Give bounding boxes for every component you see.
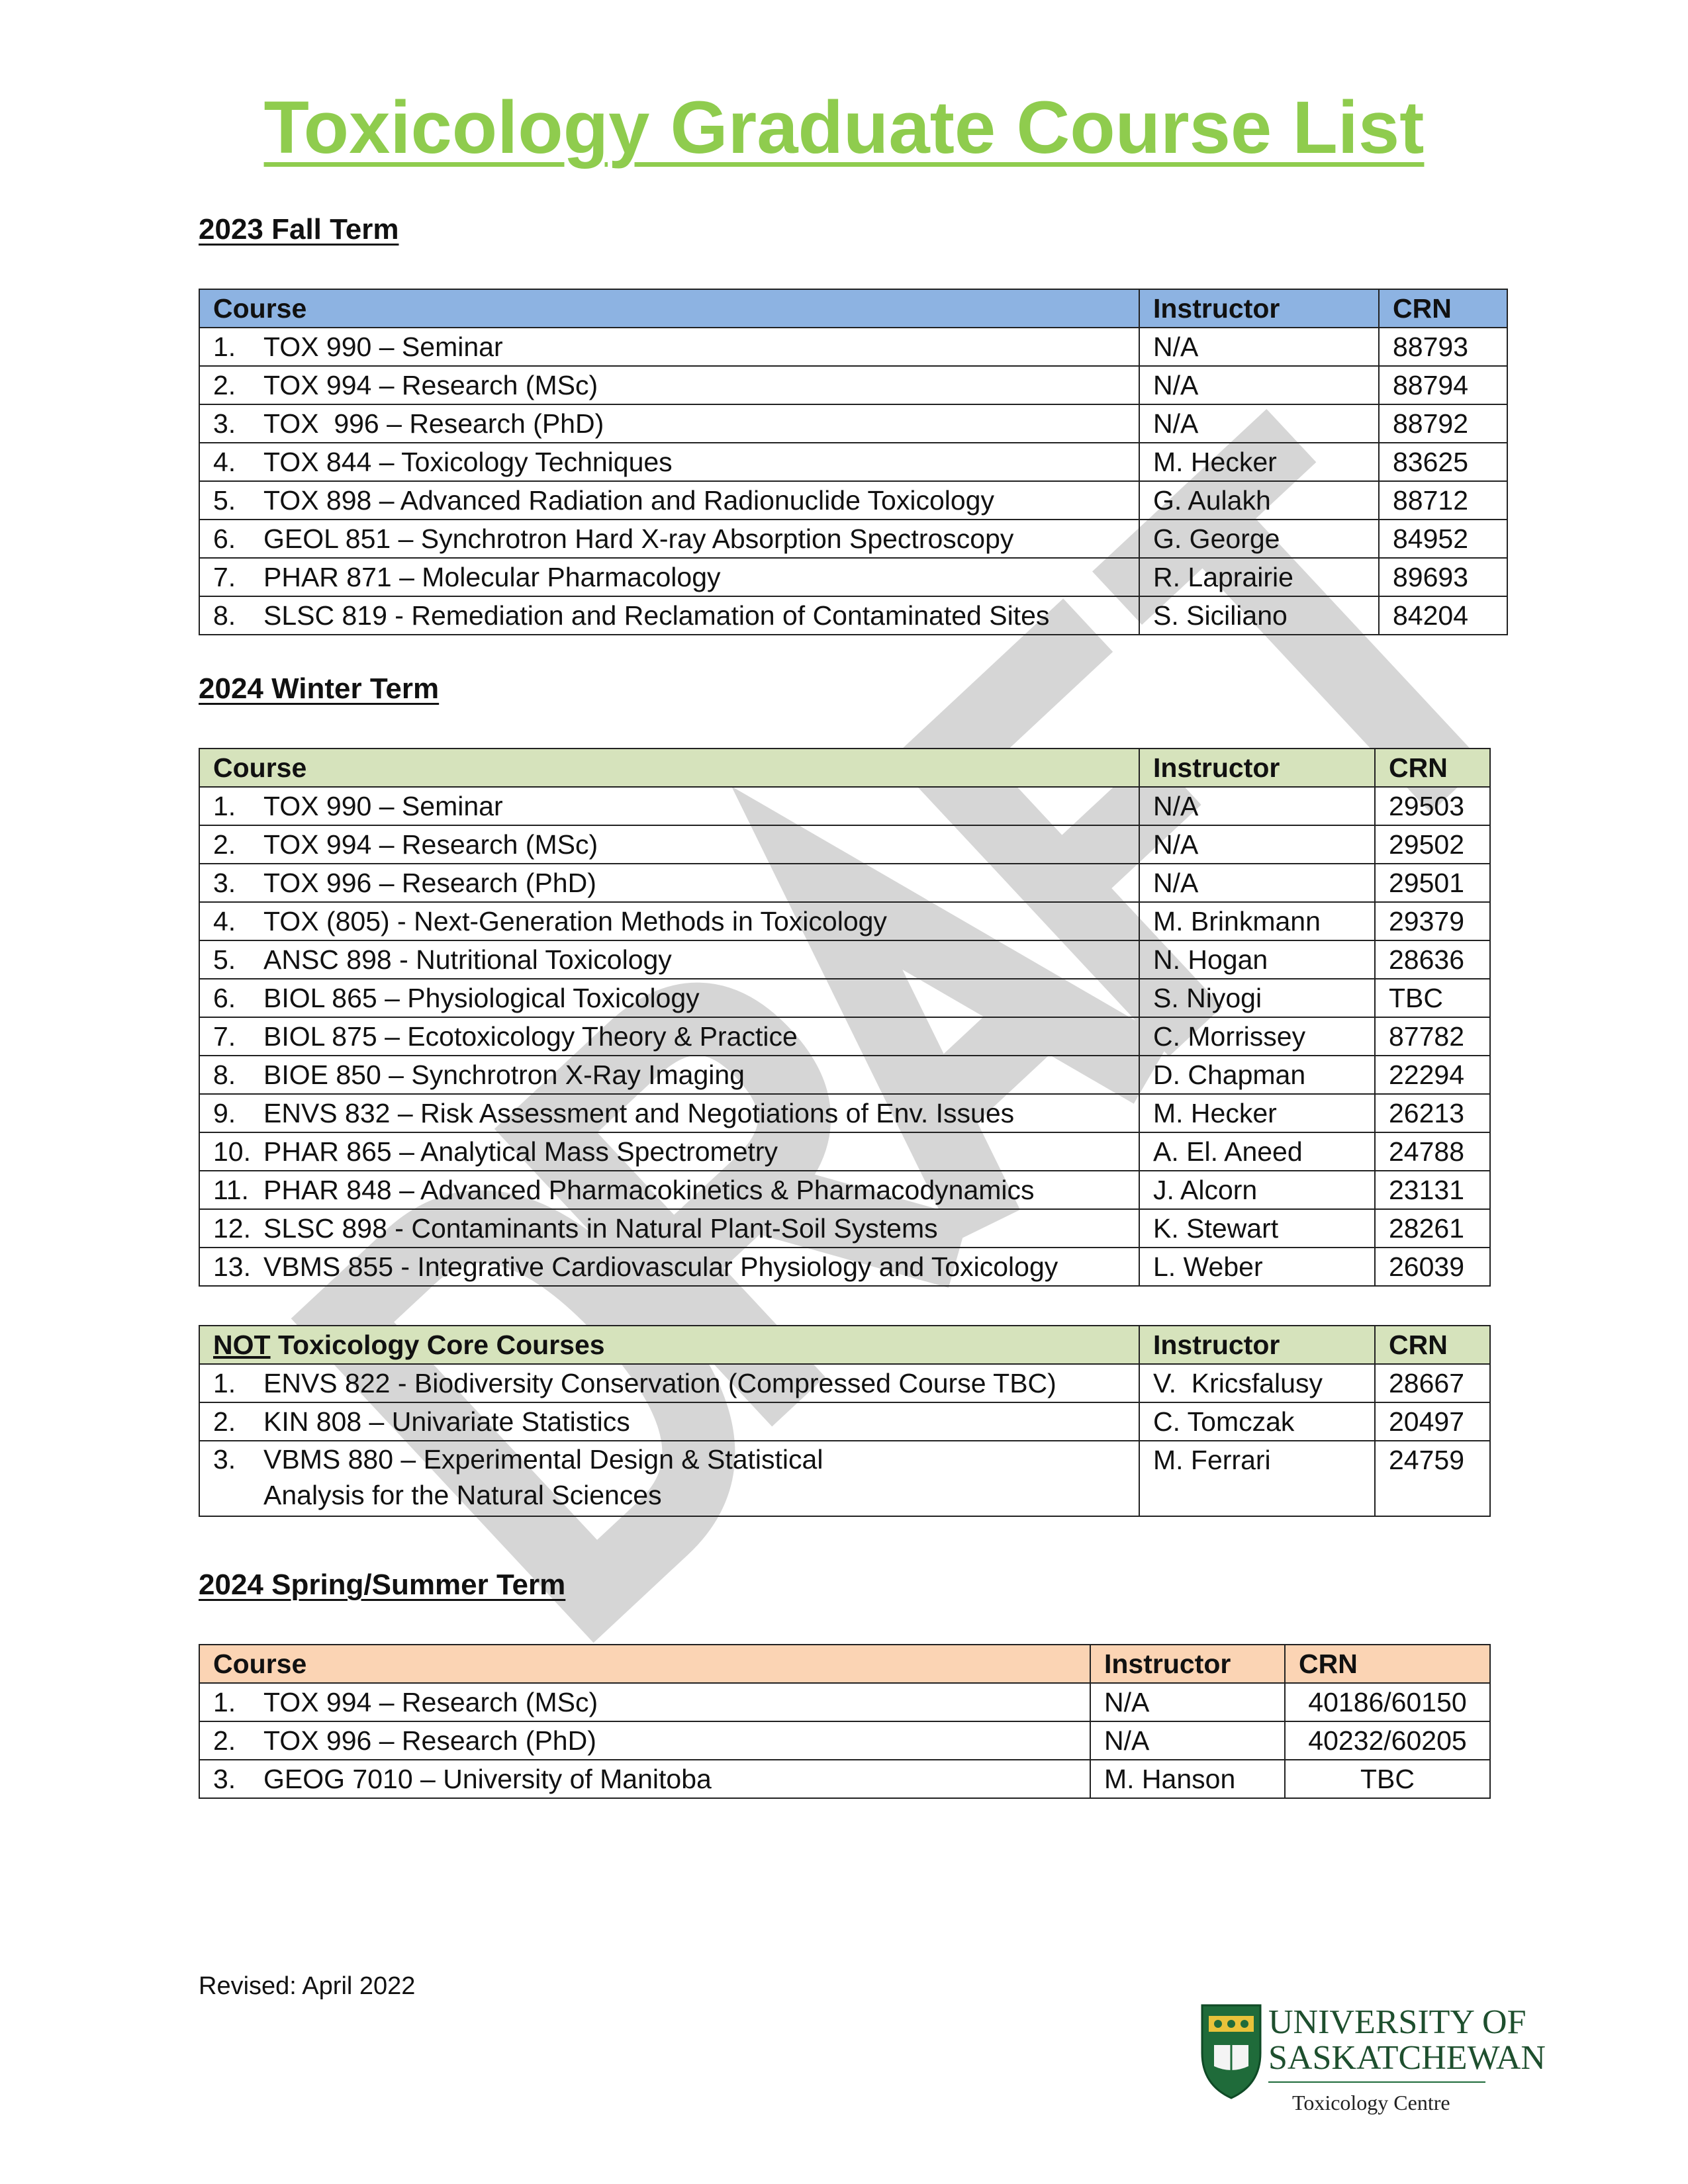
column-header-crn: CRN xyxy=(1285,1645,1490,1683)
course-name: PHAR 865 – Analytical Mass Spectrometry xyxy=(263,1136,778,1167)
row-number: 6. xyxy=(213,983,236,1013)
row-number: 2. xyxy=(213,1406,236,1437)
table-row xyxy=(199,1683,1490,1721)
course-name: ENVS 822 - Biodiversity Conservation (Compressed Course TBC) xyxy=(263,1368,1056,1398)
course-name: ANSC 898 - Nutritional Toxicology xyxy=(263,944,672,975)
instructor-cell: N. Hogan xyxy=(1139,940,1375,979)
row-number: 1. xyxy=(213,1687,236,1717)
instructor-cell: N/A xyxy=(1139,404,1379,443)
crn-cell: 84204 xyxy=(1379,596,1507,635)
crn-cell: 83625 xyxy=(1379,443,1507,481)
instructor-cell: C. Tomczak xyxy=(1139,1402,1375,1441)
crn-cell: TBC xyxy=(1285,1760,1490,1798)
crn-cell: 29502 xyxy=(1375,825,1490,864)
table-row xyxy=(199,366,1507,404)
course-name: TOX 996 – Research (PhD) xyxy=(263,408,604,439)
table-row xyxy=(199,864,1490,902)
instructor-cell: D. Chapman xyxy=(1139,1056,1375,1094)
crn-cell: 88712 xyxy=(1379,481,1507,520)
table-row xyxy=(199,558,1507,596)
instructor-cell: L. Weber xyxy=(1139,1248,1375,1286)
course-name: TOX 844 – Toxicology Techniques xyxy=(263,447,673,477)
course-name: TOX (805) - Next-Generation Methods in Toxicology xyxy=(263,906,887,936)
course-name: TOX 990 – Seminar xyxy=(263,791,503,821)
table-row xyxy=(199,902,1490,940)
crn-cell: 26213 xyxy=(1375,1094,1490,1132)
row-number: 4. xyxy=(213,906,236,936)
instructor-cell: R. Laprairie xyxy=(1139,558,1379,596)
winter-term-table xyxy=(199,748,1491,1287)
crn-cell: 26039 xyxy=(1375,1248,1490,1286)
instructor-cell: M. Hecker xyxy=(1139,1094,1375,1132)
row-number: 3. xyxy=(213,1764,236,1794)
course-name: SLSC 898 - Contaminants in Natural Plant-Soil Systems xyxy=(263,1213,938,1244)
row-number: 8. xyxy=(213,600,236,631)
crn-cell: 88793 xyxy=(1379,328,1507,366)
crn-cell: 89693 xyxy=(1379,558,1507,596)
fall-term-table xyxy=(199,289,1508,635)
row-number: 1. xyxy=(213,1368,236,1398)
crn-cell: 28636 xyxy=(1375,940,1490,979)
instructor-cell: C. Morrissey xyxy=(1139,1017,1375,1056)
table-header-row xyxy=(199,749,1490,787)
crn-cell: 29379 xyxy=(1375,902,1490,940)
instructor-cell: M. Brinkmann xyxy=(1139,902,1375,940)
row-number: 9. xyxy=(213,1098,236,1128)
column-header-instructor: Instructor xyxy=(1139,1326,1375,1364)
section-title-winter: 2024 Winter Term xyxy=(199,672,440,705)
instructor-cell: N/A xyxy=(1139,825,1375,864)
university-crest-icon xyxy=(1202,2005,1260,2098)
revised-date: Revised: April 2022 xyxy=(199,1972,416,2000)
column-header-course xyxy=(199,1326,1139,1364)
crn-cell: 87782 xyxy=(1375,1017,1490,1056)
row-number: 10. xyxy=(213,1136,251,1167)
course-name: BIOL 875 – Ecotoxicology Theory & Practice xyxy=(263,1021,798,1052)
course-name: TOX 994 – Research (MSc) xyxy=(263,1687,598,1717)
noncore-header-label: Toxicology Core Courses xyxy=(270,1330,605,1360)
row-number: 3. xyxy=(213,1444,236,1475)
column-header-course: Course xyxy=(199,289,1139,328)
row-number: 5. xyxy=(213,485,236,516)
crn-cell: 23131 xyxy=(1375,1171,1490,1209)
row-number: 4. xyxy=(213,447,236,477)
table-row xyxy=(199,979,1490,1017)
crn-cell: 22294 xyxy=(1375,1056,1490,1094)
instructor-cell: V. Kricsfalusy xyxy=(1139,1364,1375,1402)
table-header-row xyxy=(199,289,1507,328)
logo-line2: SASKATCHEWAN xyxy=(1268,2039,1546,2077)
table-row xyxy=(199,596,1507,635)
course-name: GEOG 7010 – University of Manitoba xyxy=(263,1764,712,1794)
table-row xyxy=(199,481,1507,520)
row-number: 3. xyxy=(213,408,236,439)
university-logo xyxy=(1199,1992,1546,2124)
table-row xyxy=(199,940,1490,979)
row-number: 13. xyxy=(213,1251,251,1282)
not-emphasis: NOT xyxy=(213,1330,271,1360)
table-row xyxy=(199,1721,1490,1760)
instructor-cell: N/A xyxy=(1139,328,1379,366)
instructor-cell: G. George xyxy=(1139,520,1379,558)
column-header-instructor: Instructor xyxy=(1139,749,1375,787)
crn-cell: 40232/60205 xyxy=(1285,1721,1490,1760)
instructor-cell: M. Hecker xyxy=(1139,443,1379,481)
crn-cell: 88792 xyxy=(1379,404,1507,443)
table-row xyxy=(199,1132,1490,1171)
course-name: VBMS 855 - Integrative Cardiovascular Physiology and Toxicology xyxy=(263,1251,1058,1282)
instructor-cell: A. El. Aneed xyxy=(1139,1132,1375,1171)
column-header-instructor: Instructor xyxy=(1090,1645,1285,1683)
row-number: 7. xyxy=(213,1021,236,1052)
instructor-cell: N/A xyxy=(1139,864,1375,902)
row-number: 6. xyxy=(213,523,236,554)
table-row xyxy=(199,328,1507,366)
course-name: KIN 808 – Univariate Statistics xyxy=(263,1406,630,1437)
page-title: Toxicology Graduate Course List xyxy=(263,86,1425,169)
table-row xyxy=(199,1017,1490,1056)
row-number: 1. xyxy=(213,791,236,821)
instructor-cell: M. Hanson xyxy=(1090,1760,1285,1798)
course-name: TOX 996 – Research (PhD) xyxy=(263,1725,596,1756)
row-number: 11. xyxy=(213,1175,249,1205)
logo-line1: UNIVERSITY OF xyxy=(1268,2003,1526,2041)
course-name: BIOL 865 – Physiological Toxicology xyxy=(263,983,700,1013)
table-row xyxy=(199,1441,1490,1516)
crn-cell: 40186/60150 xyxy=(1285,1683,1490,1721)
instructor-cell: S. Niyogi xyxy=(1139,979,1375,1017)
section-title-summer: 2024 Spring/Summer Term xyxy=(199,1569,566,1601)
row-number: 2. xyxy=(213,829,236,860)
instructor-cell: G. Aulakh xyxy=(1139,481,1379,520)
crn-cell: 20497 xyxy=(1375,1402,1490,1441)
crn-cell: 24788 xyxy=(1375,1132,1490,1171)
course-name: TOX 898 – Advanced Radiation and Radionuclide Toxicology xyxy=(263,485,994,516)
course-name: TOX 990 – Seminar xyxy=(263,332,503,362)
row-number: 2. xyxy=(213,1725,236,1756)
row-number: 7. xyxy=(213,562,236,592)
row-number: 3. xyxy=(213,868,236,898)
column-header-course: Course xyxy=(199,749,1139,787)
table-row xyxy=(199,443,1507,481)
crn-cell: 84952 xyxy=(1379,520,1507,558)
table-row xyxy=(199,1171,1490,1209)
instructor-cell: N/A xyxy=(1090,1683,1285,1721)
column-header-instructor: Instructor xyxy=(1139,289,1379,328)
course-name: GEOL 851 – Synchrotron Hard X-ray Absorption Spectroscopy xyxy=(263,523,1014,554)
table-header-row xyxy=(199,1326,1490,1364)
row-number: 2. xyxy=(213,370,236,400)
course-name: PHAR 871 – Molecular Pharmacology xyxy=(263,562,721,592)
row-number: 8. xyxy=(213,1060,236,1090)
table-row xyxy=(199,404,1507,443)
column-header-crn: CRN xyxy=(1379,289,1507,328)
table-row xyxy=(199,1056,1490,1094)
course-name: TOX 994 – Research (MSc) xyxy=(263,370,598,400)
table-row xyxy=(199,1094,1490,1132)
course-name: SLSC 819 - Remediation and Reclamation of Contaminated Sites xyxy=(263,600,1050,631)
table-row xyxy=(199,787,1490,825)
course-name: PHAR 848 – Advanced Pharmacokinetics & Pharmacodynamics xyxy=(263,1175,1035,1205)
table-row xyxy=(199,825,1490,864)
section-title-fall: 2023 Fall Term xyxy=(199,213,399,246)
instructor-cell: M. Ferrari xyxy=(1139,1441,1375,1516)
summer-term-table xyxy=(199,1644,1491,1799)
table-row xyxy=(199,1248,1490,1286)
course-name: TOX 994 – Research (MSc) xyxy=(263,829,598,860)
instructor-cell: N/A xyxy=(1090,1721,1285,1760)
crn-cell: 24759 xyxy=(1375,1441,1490,1516)
crn-cell: 88794 xyxy=(1379,366,1507,404)
course-name: VBMS 880 – Experimental Design & Statistical Analysis for the Natural Sciences xyxy=(263,1444,823,1510)
crn-cell: 28667 xyxy=(1375,1364,1490,1402)
column-header-course: Course xyxy=(199,1645,1090,1683)
course-name: TOX 996 – Research (PhD) xyxy=(263,868,596,898)
crn-cell: 29501 xyxy=(1375,864,1490,902)
instructor-cell: N/A xyxy=(1139,787,1375,825)
logo-line3: Toxicology Centre xyxy=(1292,2091,1450,2115)
row-number: 5. xyxy=(213,944,236,975)
crn-cell: 29503 xyxy=(1375,787,1490,825)
table-row xyxy=(199,1364,1490,1402)
table-row xyxy=(199,520,1507,558)
crn-cell: TBC xyxy=(1375,979,1490,1017)
row-number: 12. xyxy=(213,1213,251,1244)
instructor-cell: J. Alcorn xyxy=(1139,1171,1375,1209)
course-name: ENVS 832 – Risk Assessment and Negotiations of Env. Issues xyxy=(263,1098,1015,1128)
column-header-crn: CRN xyxy=(1375,1326,1490,1364)
instructor-cell: S. Siciliano xyxy=(1139,596,1379,635)
noncore-courses-table xyxy=(199,1325,1491,1517)
course-name: BIOE 850 – Synchrotron X-Ray Imaging xyxy=(263,1060,745,1090)
instructor-cell: N/A xyxy=(1139,366,1379,404)
table-row xyxy=(199,1209,1490,1248)
table-row xyxy=(199,1760,1490,1798)
instructor-cell: K. Stewart xyxy=(1139,1209,1375,1248)
column-header-crn: CRN xyxy=(1375,749,1490,787)
crn-cell: 28261 xyxy=(1375,1209,1490,1248)
table-header-row xyxy=(199,1645,1490,1683)
row-number: 1. xyxy=(213,332,236,362)
table-row xyxy=(199,1402,1490,1441)
